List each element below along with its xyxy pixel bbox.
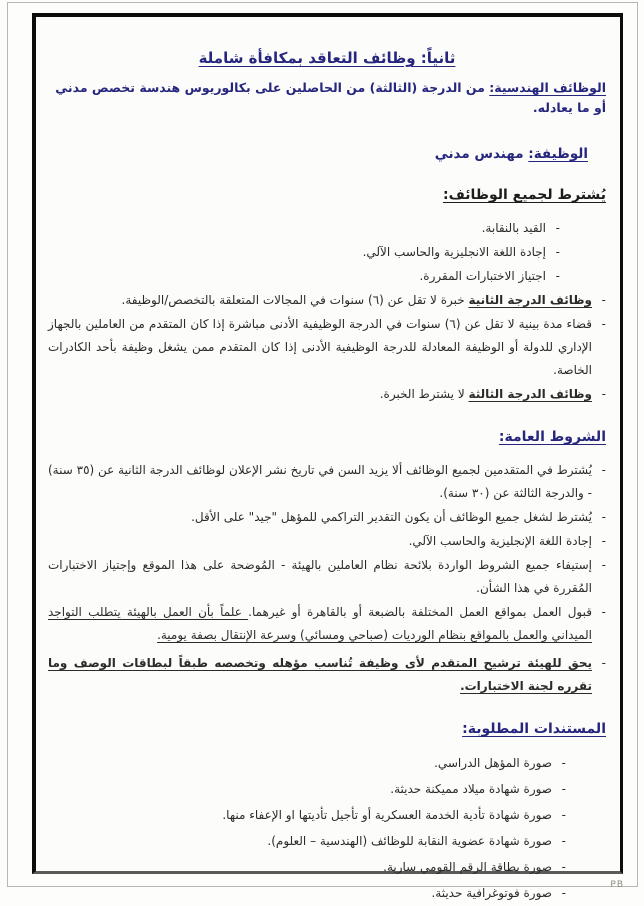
list-item — [48, 313, 606, 382]
list-item-text: القيد بالنقابة. — [481, 221, 546, 235]
list-item-text: إجادة اللغة الانجليزية والحاسب الآلي. — [362, 245, 546, 259]
list-item-lead: وظائف الدرجة الثانية — [468, 293, 592, 307]
list-item-text: وظائف الدرجة الثالثة لا يشترط الخبرة. — [379, 387, 592, 401]
list-item — [48, 601, 606, 647]
list-item — [48, 855, 606, 880]
bullet-dash: - — [561, 756, 566, 770]
list-item-text: إجادة اللغة الإنجليزية والحاسب الآلي. — [408, 534, 592, 548]
list-item — [48, 777, 606, 802]
bullet-dash: - — [601, 387, 606, 401]
engineering-jobs-line — [48, 78, 606, 118]
list-item-text: اجتياز الاختبارات المقررة. — [419, 269, 546, 283]
list-item — [48, 506, 606, 529]
bullet-dash: - — [601, 656, 606, 670]
list-item — [48, 289, 606, 312]
bullet-dash: - — [601, 558, 606, 572]
bullet-dash: - — [555, 269, 560, 283]
list-item-text: صورة فوتوغرافية حديثة. — [431, 886, 552, 900]
bullet-dash: - — [601, 534, 606, 548]
requirements-heading: يُشترط لجميع الوظائف: — [442, 187, 606, 203]
general-terms-heading: الشروط العامة: — [498, 429, 606, 445]
list-item — [48, 241, 606, 264]
page-footer-mark: PB — [610, 880, 624, 890]
job-title-line — [48, 144, 588, 164]
list-item-text: صورة المؤهل الدراسي. — [434, 756, 552, 770]
bullet-dash: - — [561, 886, 566, 900]
general-terms-list — [48, 459, 606, 698]
list-item — [48, 652, 606, 698]
list-item — [48, 383, 606, 406]
bullet-dash: - — [555, 221, 560, 235]
list-item — [48, 554, 606, 600]
bullet-dash: - — [601, 605, 606, 619]
list-item — [48, 217, 606, 240]
list-item-text: صورة شهادة تأدية الخدمة العسكرية أو تأجيل تأديتها او الإعفاء منها. — [222, 808, 552, 822]
list-item-text: صورة بطاقة الرقم القومي سارية. — [383, 860, 552, 874]
bullet-dash: - — [561, 808, 566, 822]
list-item — [48, 265, 606, 288]
engineering-jobs-text: من الدرجة (الثالثة) من الحاصلين على بكالوريوس هندسة تخصص مدني أو ما يعادله. — [55, 80, 606, 115]
list-item-text: صورة شهادة عضوية النقابة للوظائف (الهندسية – العلوم). — [267, 834, 552, 848]
engineering-jobs-label: الوظائف الهندسية: — [489, 80, 606, 95]
list-item-text: يُشترط لشغل جميع الوظائف أن يكون التقدير التراكمي للمؤهل "جيد" على الأقل. — [191, 510, 592, 524]
requirements-list — [48, 217, 606, 406]
bullet-dash: - — [601, 510, 606, 524]
documents-list — [48, 751, 606, 906]
list-item-underlined-text: علماً بأن العمل بالهيئة يتطلب التواجد الميداني والعمل بالمواقع بنظام الورديات (صباحي ومسائي) وسرعة الإنتقال بصفة يومية. — [48, 605, 592, 642]
bullet-dash: - — [561, 834, 566, 848]
bullet-dash: - — [561, 860, 566, 874]
list-item — [48, 881, 606, 906]
bullet-dash: - — [601, 317, 606, 331]
document-content — [36, 17, 620, 906]
bullet-dash: - — [561, 782, 566, 796]
list-item-emphasis-text: يحق للهيئة ترشيح المتقدم لأى وظيفة تُناسب مؤهله وتخصصه طبقاً لبطاقات الوصف وما تقرره لجنة الاختبارات. — [48, 656, 592, 693]
list-item-text: إستيفاء جميع الشروط الواردة بلائحة نظام العاملين بالهيئة - المُوضحة على هذا الموقع وإجتياز الاختبارات المُقررة في هذا الشأن. — [48, 558, 592, 595]
list-item-text: يُشترط في المتقدمين لجميع الوظائف ألا يزيد السن في تاريخ نشر الإعلان لوظائف الدرجة الثانية عن (٣٥ سنة) - والدرجة الثالثة عن (٣٠ سنة). — [48, 463, 593, 500]
documents-heading: المستندات المطلوبة: — [462, 721, 606, 737]
bullet-dash: - — [555, 245, 560, 259]
bullet-dash: - — [601, 463, 606, 477]
list-item-text — [48, 652, 592, 698]
job-label: الوظيفة: — [528, 146, 588, 162]
bullet-dash: - — [601, 293, 606, 307]
list-item-text: قضاء مدة بينية لا تقل عن (٦) سنوات في الدرجة الوظيفية الأدنى مباشرة إذا كان المتقدم من العاملين بالجهاز الإداري للدولة أو الوظيفة المعادلة للدرجة الوظيفية الأدنى إذا كان المتقدم ممن يشغل وظيفة بأحد الكادرات الخاصة. — [48, 317, 592, 377]
section-title — [48, 47, 606, 69]
list-item — [48, 751, 606, 776]
list-item-text: قبول العمل بمواقع العمل المختلفة بالضبعة أو بالقاهرة أو غيرهما. علماً بأن العمل بالهيئة يتطلب التواجد الميداني والعمل بالمواقع بنظام الورديات (صباحي ومسائي) وسرعة الإنتقال بصفة يومية. — [48, 605, 592, 642]
list-item — [48, 829, 606, 854]
list-item — [48, 803, 606, 828]
list-item — [48, 530, 606, 553]
list-item-text: صورة شهادة ميلاد مميكنة حديثة. — [390, 782, 552, 796]
job-value: مهندس مدني — [434, 146, 529, 162]
section-title-text: ثانياً: وظائف التعاقد بمكافأة شاملة — [198, 49, 456, 67]
list-item-lead: وظائف الدرجة الثالثة — [468, 387, 592, 401]
list-item — [48, 459, 606, 505]
list-item-text: وظائف الدرجة الثانية خبرة لا تقل عن (٦) سنوات في المجالات المتعلقة بالتخصص/الوظيفة. — [121, 293, 592, 307]
